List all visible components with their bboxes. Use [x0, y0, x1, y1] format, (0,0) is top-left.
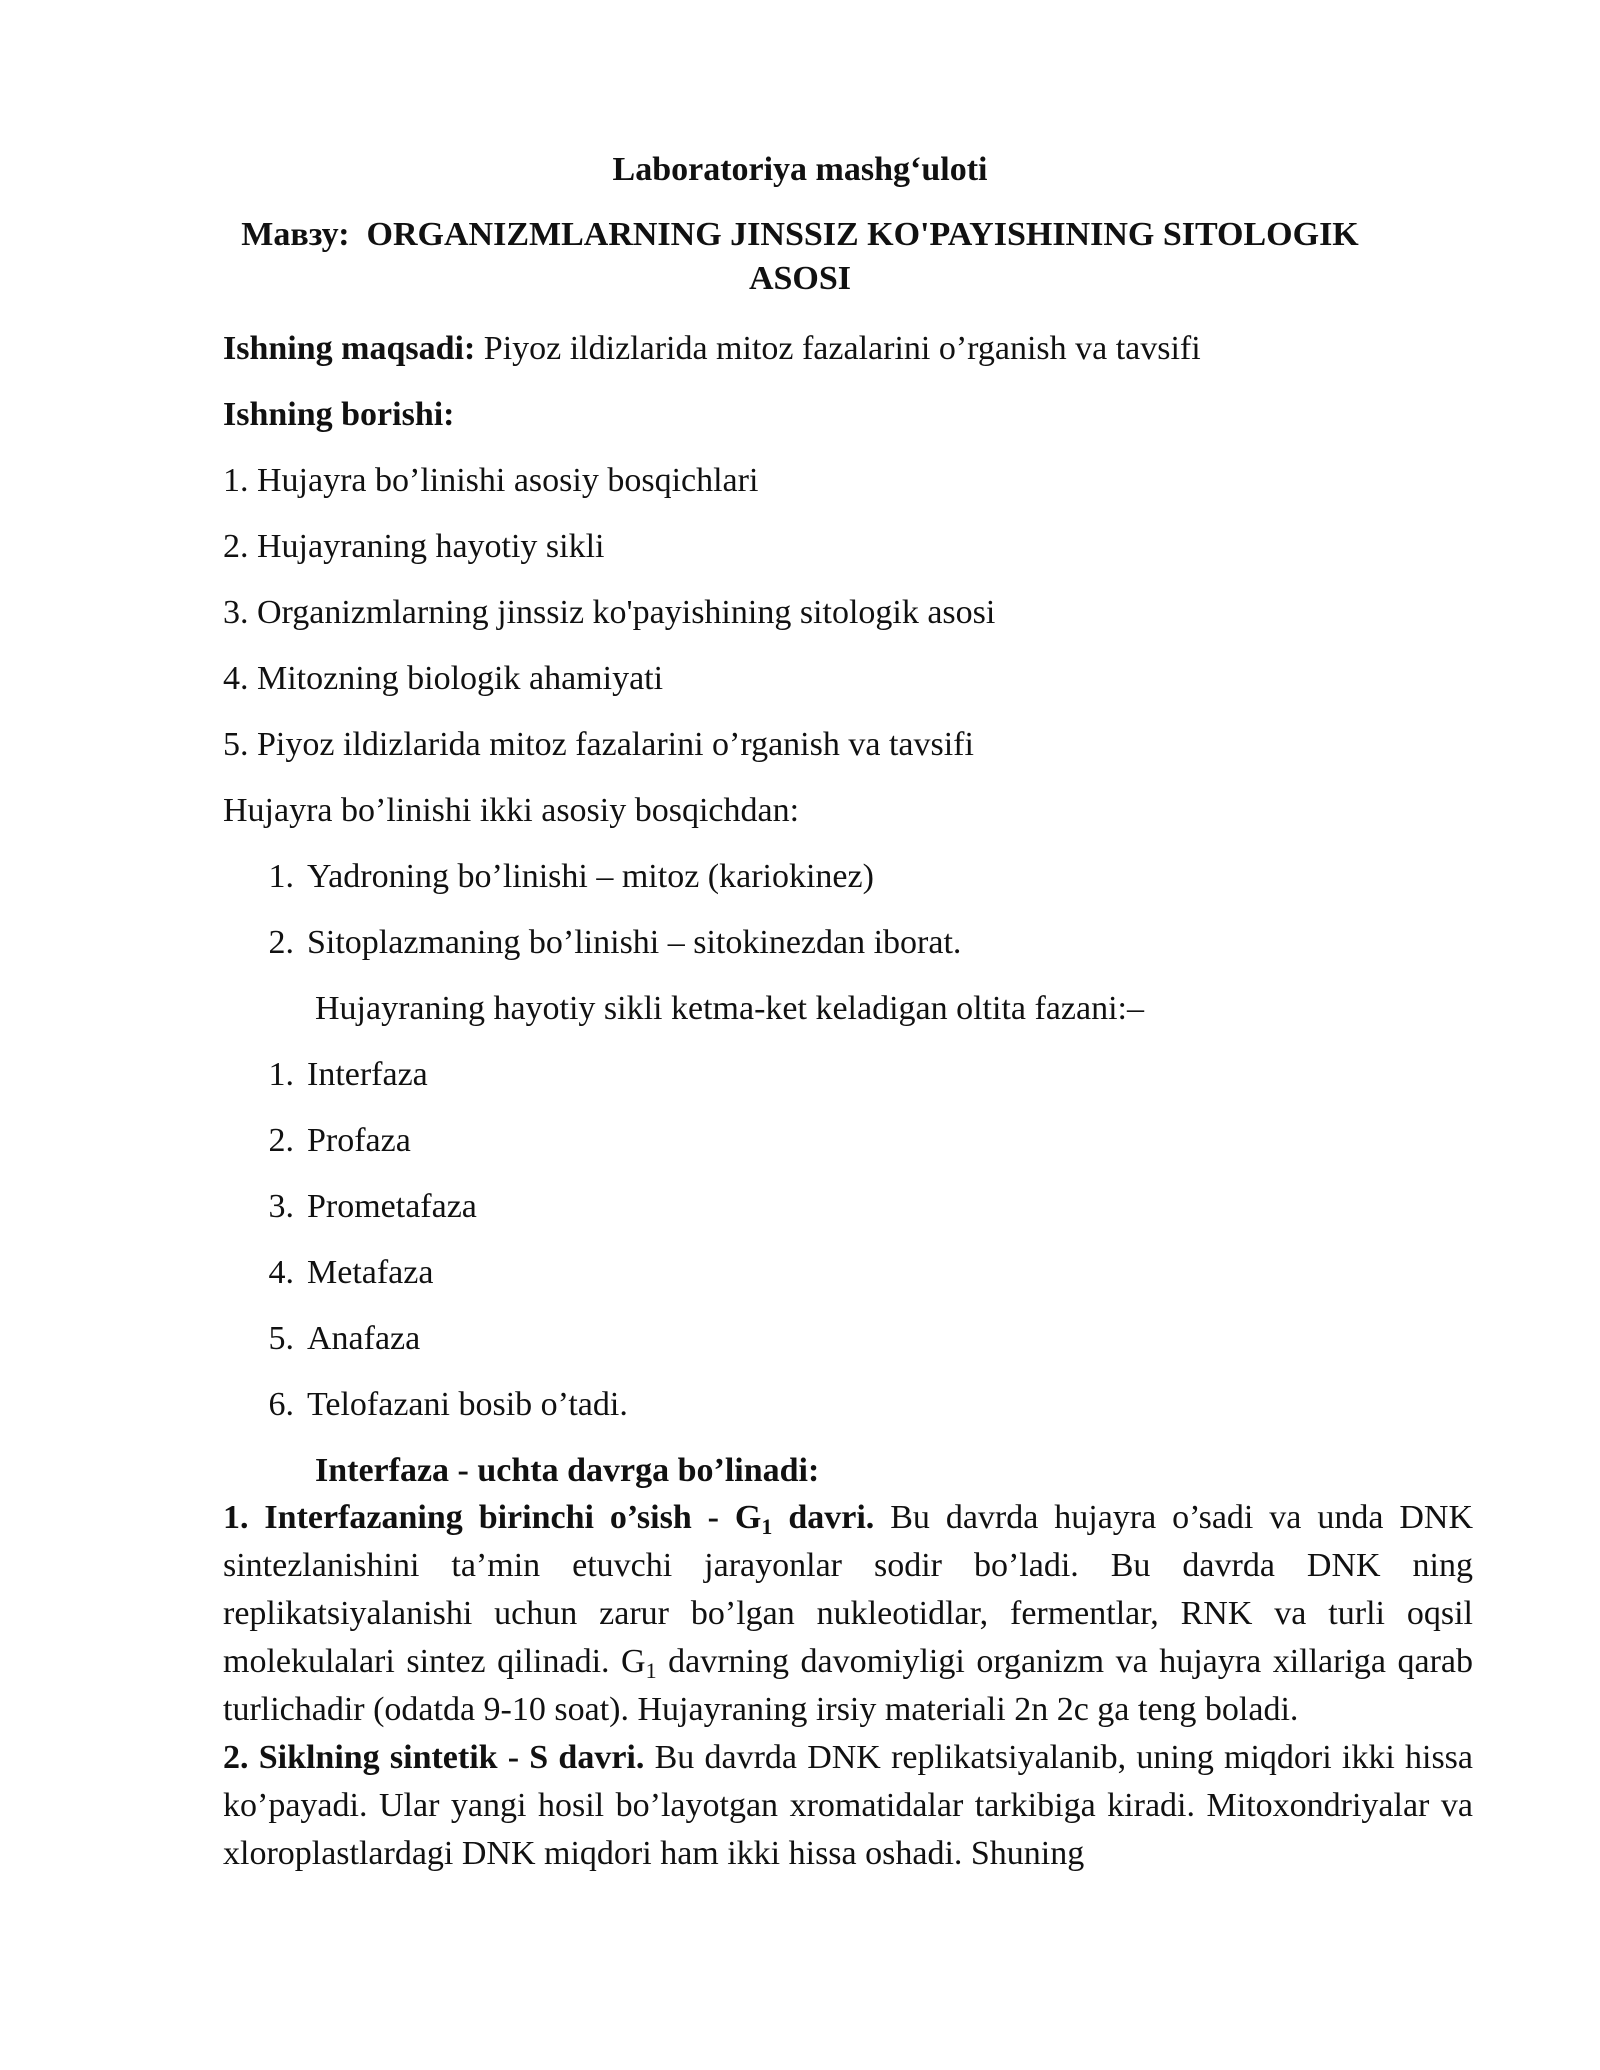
list-number: 2.: [268, 924, 294, 961]
list-text: Anafaza: [307, 1320, 421, 1357]
g1-paragraph: [223, 1494, 1473, 1734]
g1-heading-text: 1. Interfazaning birinchi o’sish - G: [223, 1499, 762, 1536]
procedure-item: 2. Hujayraning hayotiy sikli: [223, 528, 605, 565]
list-number: 5.: [268, 1320, 294, 1357]
division-intro: Hujayra bo’linishi ikki asosiy bosqichdan:: [223, 792, 800, 829]
list-number: 4.: [268, 1254, 294, 1291]
list-text: Prometafaza: [307, 1188, 477, 1225]
topic-label: Мавзу:: [241, 216, 350, 253]
list-number: 6.: [268, 1386, 294, 1423]
g1-heading-suffix: davri.: [772, 1499, 875, 1536]
division-stage: [246, 855, 874, 899]
goal-label: Ishning maqsadi:: [223, 330, 476, 367]
g1-subscript: 1: [761, 1514, 773, 1539]
cycle-phase: [246, 1383, 628, 1427]
procedure-item: 5. Piyoz ildizlarida mitoz fazalarini o’rganish va tavsifi: [223, 726, 974, 763]
topic-line-1: [0, 213, 1600, 257]
cycle-phase: [246, 1185, 477, 1229]
list-text: Sitoplazmaning bo’linishi – sitokinezdan iborat.: [307, 924, 962, 961]
s-period-paragraph: [223, 1734, 1473, 1878]
cycle-intro: Hujayraning hayotiy sikli ketma-ket keladigan oltita fazani:–: [315, 990, 1144, 1027]
g1-text-continued: davrning davomiyligi organizm va hujayra xillariga qarab turlichadir (odatda 9-10 soat). Hujayraning irsiy materiali 2n 2c ga teng boladi.: [223, 1643, 1473, 1728]
doc-title: Laboratoriya mashg‘uloti: [612, 151, 988, 188]
topic-title: ORGANIZMLARNING JINSSIZ KO'PAYISHINING SITOLOGIK: [366, 216, 1359, 253]
g1-text: Bu davrda hujayra o’sadi va unda DNK sintezlanishini ta’min etuvchi jarayonlar sodir bo’ladi. Bu davrda DNK ning replikatsiyalanishi uchun zarur bo’lgan nukleotidlar, fermentlar, RNK va turli oqsil molekulalari sintez qilinadi. G: [223, 1499, 1473, 1680]
procedure-item: 1. Hujayra bo’linishi asosiy bosqichlari: [223, 462, 759, 499]
list-number: 1.: [268, 1056, 294, 1093]
cycle-phase: [246, 1053, 428, 1097]
list-number: 1.: [268, 858, 294, 895]
list-text: Profaza: [307, 1122, 411, 1159]
cycle-phase: [246, 1251, 433, 1295]
procedure-item: 4. Mitozning biologik ahamiyati: [223, 660, 664, 697]
procedure-label: Ishning borishi:: [223, 396, 455, 433]
goal-text: Piyoz ildizlarida mitoz fazalarini o’rganish va tavsifi: [483, 330, 1201, 367]
interphase-heading: Interfaza - uchta davrga bo’linadi:: [315, 1452, 820, 1489]
division-stage: [246, 921, 961, 965]
list-text: Metafaza: [307, 1254, 434, 1291]
list-number: 3.: [268, 1188, 294, 1225]
g1-text-subscript: 1: [645, 1658, 657, 1683]
cycle-phase: [246, 1317, 420, 1361]
g1-heading: [223, 1499, 875, 1539]
s-period-text: Bu davrda DNK replikatsiyalanib, uning miqdori ikki hissa ko’payadi. Ular yangi hosil bo’layotgan xromatidalar tarkibiga kiradi. Mitoxondriyalar va xloroplastlardagi DNK miqdori ham ikki hissa oshadi. Shuning: [223, 1739, 1474, 1872]
s-period-heading: 2. Siklning sintetik - S davri.: [223, 1739, 645, 1776]
goal-line: [223, 327, 1201, 371]
topic-line-2: ASOSI: [748, 260, 852, 297]
list-text: Yadroning bo’linishi – mitoz (kariokinez): [307, 858, 874, 895]
list-text: Interfaza: [307, 1056, 428, 1093]
list-number: 2.: [268, 1122, 294, 1159]
cycle-phase: [246, 1119, 411, 1163]
procedure-item: 3. Organizmlarning jinssiz ko'payishining sitologik asosi: [223, 594, 996, 631]
list-text: Telofazani bosib o’tadi.: [307, 1386, 628, 1423]
